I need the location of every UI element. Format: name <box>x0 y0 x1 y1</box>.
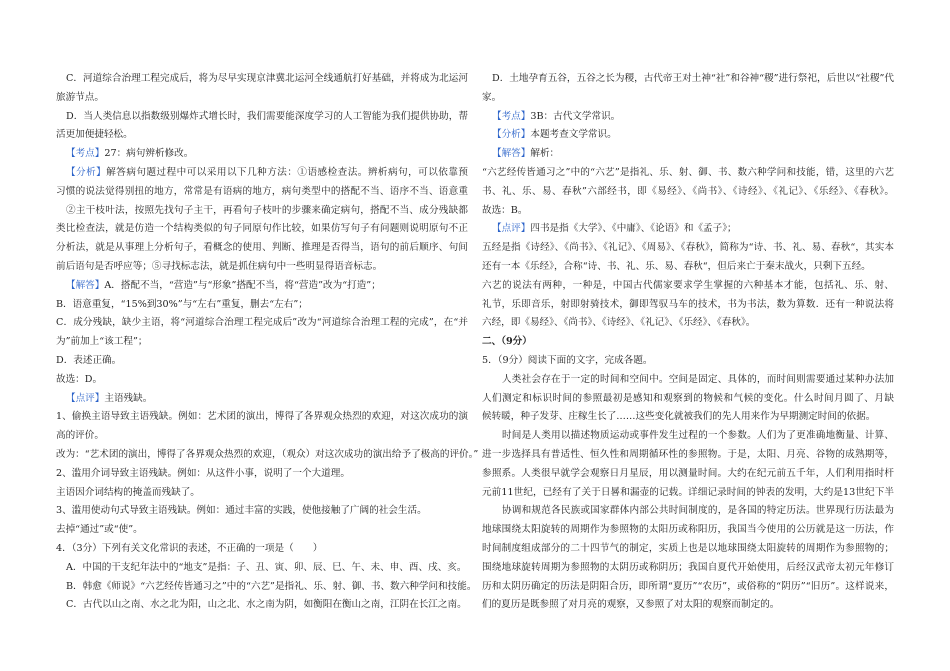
left-text-line <box>56 202 468 221</box>
left-text-line <box>56 333 468 352</box>
left-text-line <box>56 559 468 578</box>
right-column <box>482 70 894 615</box>
left-text-line <box>56 220 468 239</box>
line-text: 历和太阴历确定的历法是阴阳合历，即所谓“夏历”“农历”，或俗称的“阴历”“旧历”。这样说来， <box>482 580 894 592</box>
line-text: 1、偷换主语导致主语残缺。例如：艺术团的演出，博得了各界观众热烈的欢迎，对这次成功的演 <box>56 411 468 423</box>
right-text-line <box>482 277 894 296</box>
left-text-line <box>56 371 468 390</box>
right-text-line <box>482 258 894 277</box>
section-label: 【分析】 <box>492 129 531 141</box>
line-text: 前后语句是否呼应等；⑤寻找标志法，就是抓住病句中一些明显得语音标志。 <box>56 260 383 272</box>
line-text: 人类社会存在于一定的时间和空间中。空间是固定、具体的，而时间则需要通过某种办法加 <box>502 373 894 385</box>
line-text: 元前11世纪，已经有了关于日晷和漏壶的记载。详细记录时间的钟表的发明，大约是13世纪下半 <box>482 486 894 498</box>
line-text: 候转暖，种子发芽、庄稼生长了……这些变化就被我们的先人用来作为早期测定时间的依据。 <box>482 411 876 423</box>
left-text-line <box>56 296 468 315</box>
left-text-line <box>56 277 468 296</box>
line-text: 们的夏历是既参照了对月亮的观察，又参照了对太阳的观察而制定的。 <box>482 599 780 611</box>
left-text-line <box>56 596 468 615</box>
right-text-line <box>482 352 894 371</box>
right-text-line <box>482 296 894 315</box>
right-text-line <box>482 314 894 333</box>
right-text-line <box>482 239 894 258</box>
right-text-line <box>482 108 894 127</box>
line-text: 故选：D。 <box>56 373 103 385</box>
right-text-line <box>482 427 894 446</box>
line-text: 去掉“通过”或“使”。 <box>56 524 143 536</box>
section-label: 【解答】 <box>492 148 531 160</box>
right-text-line <box>482 540 894 559</box>
line-text: 时间是人类用以描述物质运动或事件发生过程的一个参数。人们为了更准确地衡量、计算、 <box>502 430 894 442</box>
left-text-line <box>56 521 468 540</box>
line-text: 围绕地球旋转周期为参照物的太阴历或称阴历；我国自夏代开始使用，后经汉武帝太初元年修订 <box>482 561 894 573</box>
line-text: 本题考查文学常识。 <box>530 129 617 141</box>
line-text: 解答病句题过程中可以采用以下几种方法：①语感检查法。辨析病句，可以依靠预 <box>106 166 468 178</box>
line-text: 六艺的说法有两种，一种是，中国古代儒家要求学生掌握的六种基本才能，包括礼、乐、射、 <box>482 279 894 291</box>
line-text: 4．（3分）下列有关文化常识的表述，不正确的一项是（ ） <box>56 542 323 554</box>
left-text-line <box>56 239 468 258</box>
right-text-line <box>482 390 894 409</box>
line-text: B．韩愈《师说》“六艺经传皆通习之”中的“六艺”是指礼、乐、射、御、书、数六种学问和技能。 <box>66 580 477 592</box>
right-text-line <box>482 70 894 89</box>
section-label: 【考点】 <box>66 148 105 160</box>
right-text-line <box>482 371 894 390</box>
line-text: 27：病句辨析修改。 <box>104 148 194 160</box>
right-text-line <box>482 465 894 484</box>
right-text-line <box>482 89 894 108</box>
line-text: D．表述正确。 <box>56 354 122 366</box>
left-text-line <box>56 145 468 164</box>
line-text: 5．（9分）阅读下面的文字，完成各题。 <box>482 354 653 366</box>
left-text-line <box>56 89 468 108</box>
line-text: 2、滥用介词导致主语残缺。例如：从这件小事，说明了一个大道理。 <box>56 467 350 479</box>
line-text: 主语因介词结构的掩盖而残缺了。 <box>56 486 200 498</box>
line-text: A．搭配不当，“营造”与“形象”搭配不当，将“营造”改为“打造”； <box>104 279 381 291</box>
right-text-line <box>482 446 894 465</box>
line-text: 故选：B。 <box>482 204 528 216</box>
right-text-line <box>482 596 894 615</box>
left-text-line <box>56 427 468 446</box>
line-text: 3、滥用使动句式导致主语残缺。例如：通过丰富的实践，使他接触了广阔的社会生活。 <box>56 505 427 517</box>
line-text: 主语残缺。 <box>104 392 153 404</box>
right-text-line <box>482 126 894 145</box>
right-text-line <box>482 484 894 503</box>
line-text: C．成分残缺，缺少主语，将“河道综合治理工程完成后”改为“河道综合治理工程的完成”，在“并 <box>56 317 468 329</box>
line-text: 六经，即《易经》、《尚书》、《诗经》、《礼记》、《乐经》、《春秋》。 <box>482 317 756 329</box>
left-text-line <box>56 70 468 89</box>
left-text-line <box>56 164 468 183</box>
left-text-line <box>56 352 468 371</box>
left-text-line <box>56 408 468 427</box>
line-text: 改为：“艺术团的演出，博得了各界观众热烈的欢迎，（观众）对这次成功的演出给予了极高的评价。” <box>56 448 479 460</box>
line-text: 旅游节点。 <box>56 91 104 103</box>
line-text: D．土地孕育五谷，五谷之长为稷，古代帝王对土神“社”和谷神“稷”进行祭祀，后世以“社稷”代 <box>492 73 894 84</box>
left-column <box>56 70 479 615</box>
right-text-line <box>482 333 894 352</box>
line-text: 为”前加上“该工程”； <box>56 336 148 348</box>
right-text-line <box>482 521 894 540</box>
left-text-line <box>56 484 468 503</box>
right-text-line <box>482 408 894 427</box>
line-text: 还有一本《乐经》，合称“诗、书、礼、乐、易、春秋“，但后来亡于秦末战火，只剩下五经。 <box>482 260 871 272</box>
line-text: ②主干枝叶法，按照先找句子主干，再看句子枝叶的步骤来确定病句，搭配不当、成分残缺都 <box>66 204 468 216</box>
line-text: 五经是指《诗经》、《尚书》、《礼记》、《周易》、《春秋》，简称为“诗、书、礼、易、春秋“，其实本 <box>482 242 894 254</box>
line-text: 习惯的说法觉得别扭的地方，常常是有语病的地方，病句类型中的搭配不当、语序不当、语意重 <box>56 185 468 197</box>
right-text-line <box>482 559 894 578</box>
line-text: D．当人类信息以指数级别爆炸式增长时，我们需要能深度学习的人工智能为我们提供协助，帮 <box>66 110 468 122</box>
left-text-line <box>56 465 468 484</box>
line-text: 参照系。人类很早就学会观察日月星辰，用以测量时间。大约在纪元前五千年，人们利用指时杆 <box>482 467 894 479</box>
section-label: 【考点】 <box>492 110 531 122</box>
section-label: 【点评】 <box>492 223 531 235</box>
left-text-line <box>56 446 479 465</box>
left-text-line <box>56 314 468 333</box>
line-text: 进一步选择具有普适性、恒久性和周期循环性的参照物。于是，太阳、月亮、谷物的成熟期等， <box>482 448 894 460</box>
line-text: 书、礼、乐、易、春秋”六部经书，即《易经》、《尚书》、《诗经》、《礼记》、《乐经》、《春秋》。 <box>482 185 894 197</box>
line-text: 协调和规范各民族或国家群体内部公共时间制度的，是各国的特定历法。世界现行历法最为 <box>502 505 894 517</box>
line-text: 活更加便捷轻松。 <box>56 129 133 141</box>
line-text: 礼节，乐即音乐，射即射骑技术，御即驾驭马车的技术，书为书法，数为算数．还有一种说法将 <box>482 298 894 310</box>
section-label: 【点评】 <box>66 392 105 404</box>
left-text-line <box>56 390 468 409</box>
left-text-line <box>56 108 468 127</box>
right-text-line <box>482 220 894 239</box>
line-text: 类比检查法，就是仿造一个结构类似的句子同原句作比较，如果仿写句子有问题则说明原句不正 <box>56 223 468 235</box>
right-text-line <box>482 202 894 221</box>
right-text-line <box>482 145 894 164</box>
line-text: A．中国的干支纪年法中的“地支”是指：子、丑、寅、卯、辰、巳、午、未、申、酉、戌、亥。 <box>66 561 467 573</box>
line-text: 解析： <box>530 148 560 160</box>
line-text: 人们测定和标识时间的参照最初是感知和观察到的物候和气候的变化。什么时间月圆了、月缺 <box>482 392 894 404</box>
line-text: 3B：古代文学常识。 <box>530 110 621 122</box>
right-text-line <box>482 183 894 202</box>
line-text: 分析法，就是从事理上分析句子，看概念的使用、判断、推理是否得当，语句的前后顺序、句间 <box>56 242 468 254</box>
left-text-line <box>56 258 468 277</box>
section-label: 【解答】 <box>66 279 105 291</box>
line-text: 家。 <box>482 91 502 103</box>
right-text-line <box>482 578 894 597</box>
line-text: 时间制度组成部分的二十四节气的制定，实质上也是以地球围绕太阳旋转的周期作为参照物的； <box>482 542 894 554</box>
line-text: 高的评价。 <box>56 430 104 442</box>
line-text: B．语意重复，“15%到30%”与“左右”重复，删去“左右”； <box>56 298 308 310</box>
line-text: C．古代以山之南、水之北为阳，山之北、水之南为阴，如衡阳在衡山之南，江阴在长江之南。 <box>66 599 467 611</box>
left-text-line <box>56 183 468 202</box>
line-text: “六艺经传皆通习之”中的“六艺”是指礼、乐、射、御、书、数六种学问和技能，错，这里的六艺 <box>482 166 894 178</box>
right-text-line <box>482 164 894 183</box>
left-text-line <box>56 126 468 145</box>
line-text: 地球围绕太阳旋转的周期作为参照物的太阳历或称阳历，我国当今使用的公历就是这一历法，作 <box>482 524 894 536</box>
left-text-line <box>56 540 468 559</box>
line-text: 四书是指《大学》、《中庸》、《论语》和《孟子》； <box>530 223 737 235</box>
line-text: C．河道综合治理工程完成后，将为尽早实现京津冀北运河全线通航打好基础，并将成为北运河 <box>66 73 468 84</box>
left-text-line <box>56 502 468 521</box>
left-text-line <box>56 578 477 597</box>
right-text-line <box>482 502 894 521</box>
section-label: 【分析】 <box>66 166 107 178</box>
line-text: 二、（9分） <box>482 336 532 348</box>
